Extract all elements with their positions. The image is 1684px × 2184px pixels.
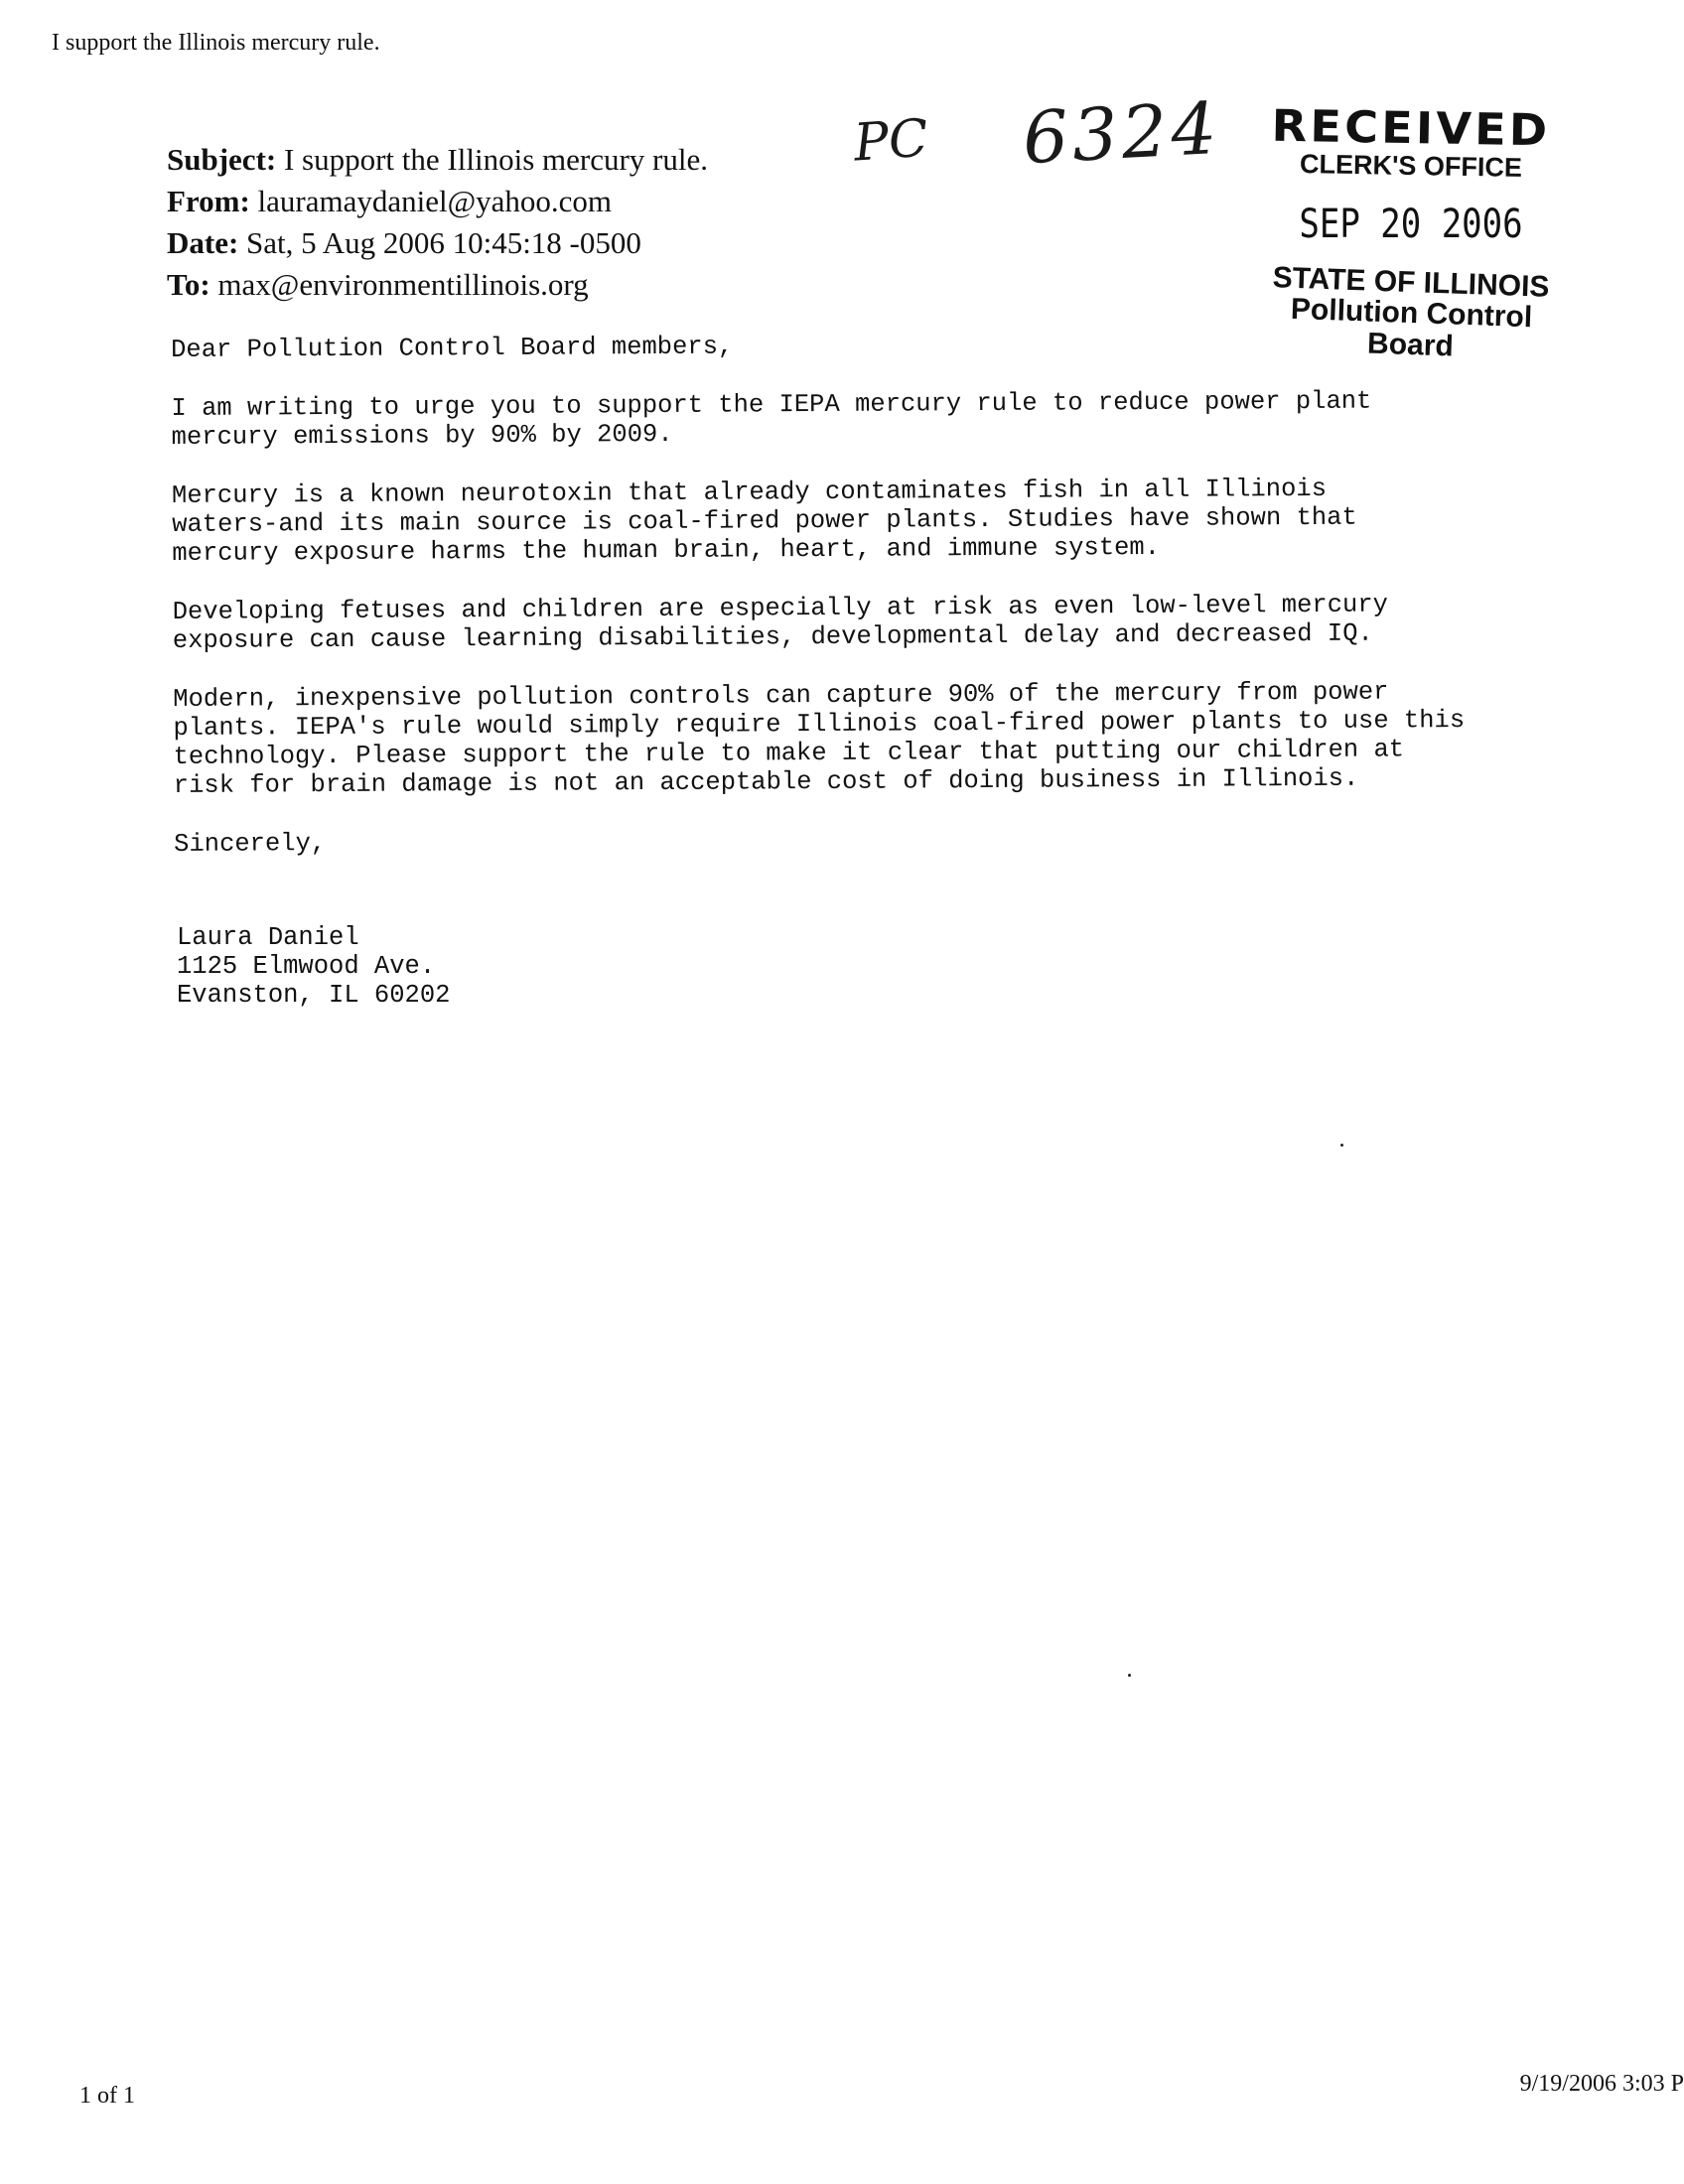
stamp-state: STATE OF ILLINOIS (1272, 261, 1550, 304)
stamp-received: RECEIVED (1271, 100, 1551, 157)
to-label: To: (167, 267, 210, 302)
closing: Sincerely, (174, 829, 327, 859)
from-row (167, 181, 708, 222)
from-value: lauramaydaniel@yahoo.com (257, 184, 613, 218)
scan-speck (1128, 1674, 1131, 1677)
from-label: From: (167, 184, 250, 218)
handwritten-prefix: PC (851, 108, 930, 174)
handwritten-annotation (851, 85, 1223, 181)
subject-row (167, 139, 708, 181)
paragraph-1: I am writing to urge you to support the IEPA mercury rule to reduce power plant mercury emissions by 90% by 2009. (171, 386, 1372, 452)
email-headers (167, 139, 708, 306)
paragraph-3: Developing fetuses and children are especially at risk as even low-level mercury exposure can cause learning disabilities, developmental delay and decreased IQ. (172, 590, 1388, 655)
date-value: Sat, 5 Aug 2006 10:45:18 -0500 (246, 225, 641, 260)
date-row (167, 222, 708, 264)
signature-block: Laura Daniel 1125 Elmwood Ave. Evanston, IL 60202 (177, 923, 451, 1010)
paragraph-2: Mercury is a known neurotoxin that already contaminates fish in all Illinois waters-and its main source is coal-fired power plants. Studies have shown that mercury exposure harms the human brain, heart, and immune system. (171, 474, 1357, 568)
stamp-date: SEP 20 2006 (1299, 202, 1523, 247)
stamp-office: CLERK'S OFFICE (1299, 149, 1523, 183)
salutation: Dear Pollution Control Board members, (171, 332, 734, 364)
handwritten-number: 6324 (1020, 85, 1223, 181)
paragraph-4: Modern, inexpensive pollution controls can capture 90% of the mercury from power plants. IEPA's rule would simply require Illinois coal-fired power plants to use this technology. Please support the rule to make it clear that putting our children at risk for brain damage is not an acceptable cost of doing business in Illinois. (173, 677, 1466, 800)
to-value: max@environmentillinois.org (217, 267, 589, 302)
scan-speck (1340, 1144, 1343, 1147)
letter-body (171, 327, 1584, 888)
page-count: 1 of 1 (79, 2083, 135, 2109)
subject-label: Subject: (167, 142, 277, 177)
subject-value: I support the Illinois mercury rule. (283, 142, 708, 177)
stamp-board: Pollution Control Board (1290, 292, 1533, 363)
to-row (167, 264, 708, 306)
print-timestamp: 9/19/2006 3:03 P (1519, 2071, 1684, 2097)
page-header-title: I support the Illinois mercury rule. (52, 30, 380, 56)
received-stamp (1247, 100, 1575, 363)
date-label: Date: (167, 225, 239, 260)
